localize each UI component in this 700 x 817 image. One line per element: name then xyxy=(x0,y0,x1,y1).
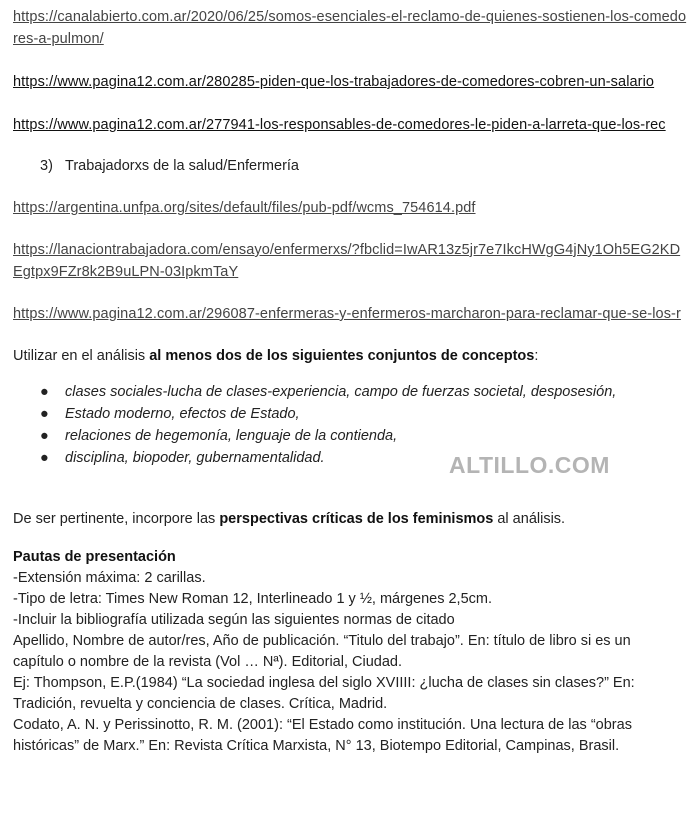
link-lanaciontrabajadora[interactable]: https://lanaciontrabajadora.com/ensayo/enfermerxs/?fbclid=IwAR13z5jr7e7IkcHWgG4jNy1Oh5EG2KDEgtpx9FZr8k2B9uLPN-03IpkmTaY xyxy=(13,242,681,280)
guidelines-heading-text: Pautas de presentación xyxy=(13,549,176,565)
citation-example-thompson: Ej: Thompson, E.P.(1984) “La sociedad inglesa del siglo XVIIII: ¿lucha de clases sin clases?” En: Tradición, revuelta y conciencia de clases. Crítica, Madrid. xyxy=(13,675,635,712)
concept-text: clases sociales-lucha de clases-experiencia, campo de fuerzas societal, desposesión, xyxy=(65,384,617,400)
guidelines-heading xyxy=(13,547,685,568)
citation-format: Apellido, Nombre de autor/res, Año de publicación. “Titulo del trabajo”. En: título de libro si es un capítulo o nombre de la revista (Vol … Nª). Editorial, Ciudad. xyxy=(13,633,631,670)
link-pagina12-296087[interactable]: https://www.pagina12.com.ar/296087-enfermeras-y-enfermeros-marcharon-para-reclamar-que-se-los-r xyxy=(13,306,681,322)
bullet-icon: ● xyxy=(40,428,49,444)
link-pagina12-277941[interactable]: https://www.pagina12.com.ar/277941-los-responsables-de-comedores-le-piden-a-larreta-que-los-rec xyxy=(13,117,666,133)
list-item xyxy=(40,425,693,447)
instruction-colon: : xyxy=(534,348,539,364)
watermark-logo: ALTILLO.COM xyxy=(449,452,610,478)
list-item xyxy=(40,381,693,403)
guideline-line: -Extensión máxima: 2 carillas. xyxy=(13,570,206,586)
link-pagina12-280285[interactable]: https://www.pagina12.com.ar/280285-piden-que-los-trabajadores-de-comedores-cobren-un-salario xyxy=(13,74,655,90)
bullet-icon: ● xyxy=(40,406,49,422)
feminism-text: De ser pertinente, incorpore las xyxy=(13,511,220,527)
link-unfpa[interactable]: https://argentina.unfpa.org/sites/default/files/pub-pdf/wcms_754614.pdf xyxy=(13,200,476,216)
link-canalabierto[interactable]: https://canalabierto.com.ar/2020/06/25/somos-esenciales-el-reclamo-de-quienes-sostienen-los-comedores-a-pulmon/ xyxy=(13,9,687,47)
citation-example-codato: Codato, A. N. y Perissinotto, R. M. (2001): “El Estado como institución. Una lectura de las “obras históricas” de Marx.” En: Revista Crítica Marxista, N° 13, Biotempo Editorial, Campinas, Brasil. xyxy=(13,717,632,754)
bullet-icon: ● xyxy=(40,450,49,466)
guideline-line: -Incluir la bibliografía utilizada según las siguientes normas de citado xyxy=(13,612,455,628)
feminism-bold: perspectivas críticas de los feminismos xyxy=(219,511,494,527)
instruction-bold: al menos dos de los siguientes conjuntos de conceptos xyxy=(149,348,535,364)
section-title: Trabajadorxs de la salud/Enfermería xyxy=(65,158,299,174)
guidelines-section xyxy=(13,547,685,757)
bullet-icon: ● xyxy=(40,384,49,400)
list-item xyxy=(40,403,693,425)
guideline-line: -Tipo de letra: Times New Roman 12, Interlineado 1 y ½, márgenes 2,5cm. xyxy=(13,591,492,607)
concept-text: disciplina, biopoder, gubernamentalidad. xyxy=(65,450,325,466)
concept-text: Estado moderno, efectos de Estado, xyxy=(65,406,300,422)
instruction-text: Utilizar en el análisis xyxy=(13,348,150,364)
instruction-paragraph xyxy=(13,345,693,367)
concept-text: relaciones de hegemonía, lenguaje de la contienda, xyxy=(65,428,398,444)
section-number: 3) xyxy=(40,158,53,174)
feminism-paragraph xyxy=(13,508,693,530)
section-3-heading xyxy=(40,155,693,177)
document-page xyxy=(13,4,693,757)
feminism-tail: al análisis. xyxy=(493,511,566,527)
